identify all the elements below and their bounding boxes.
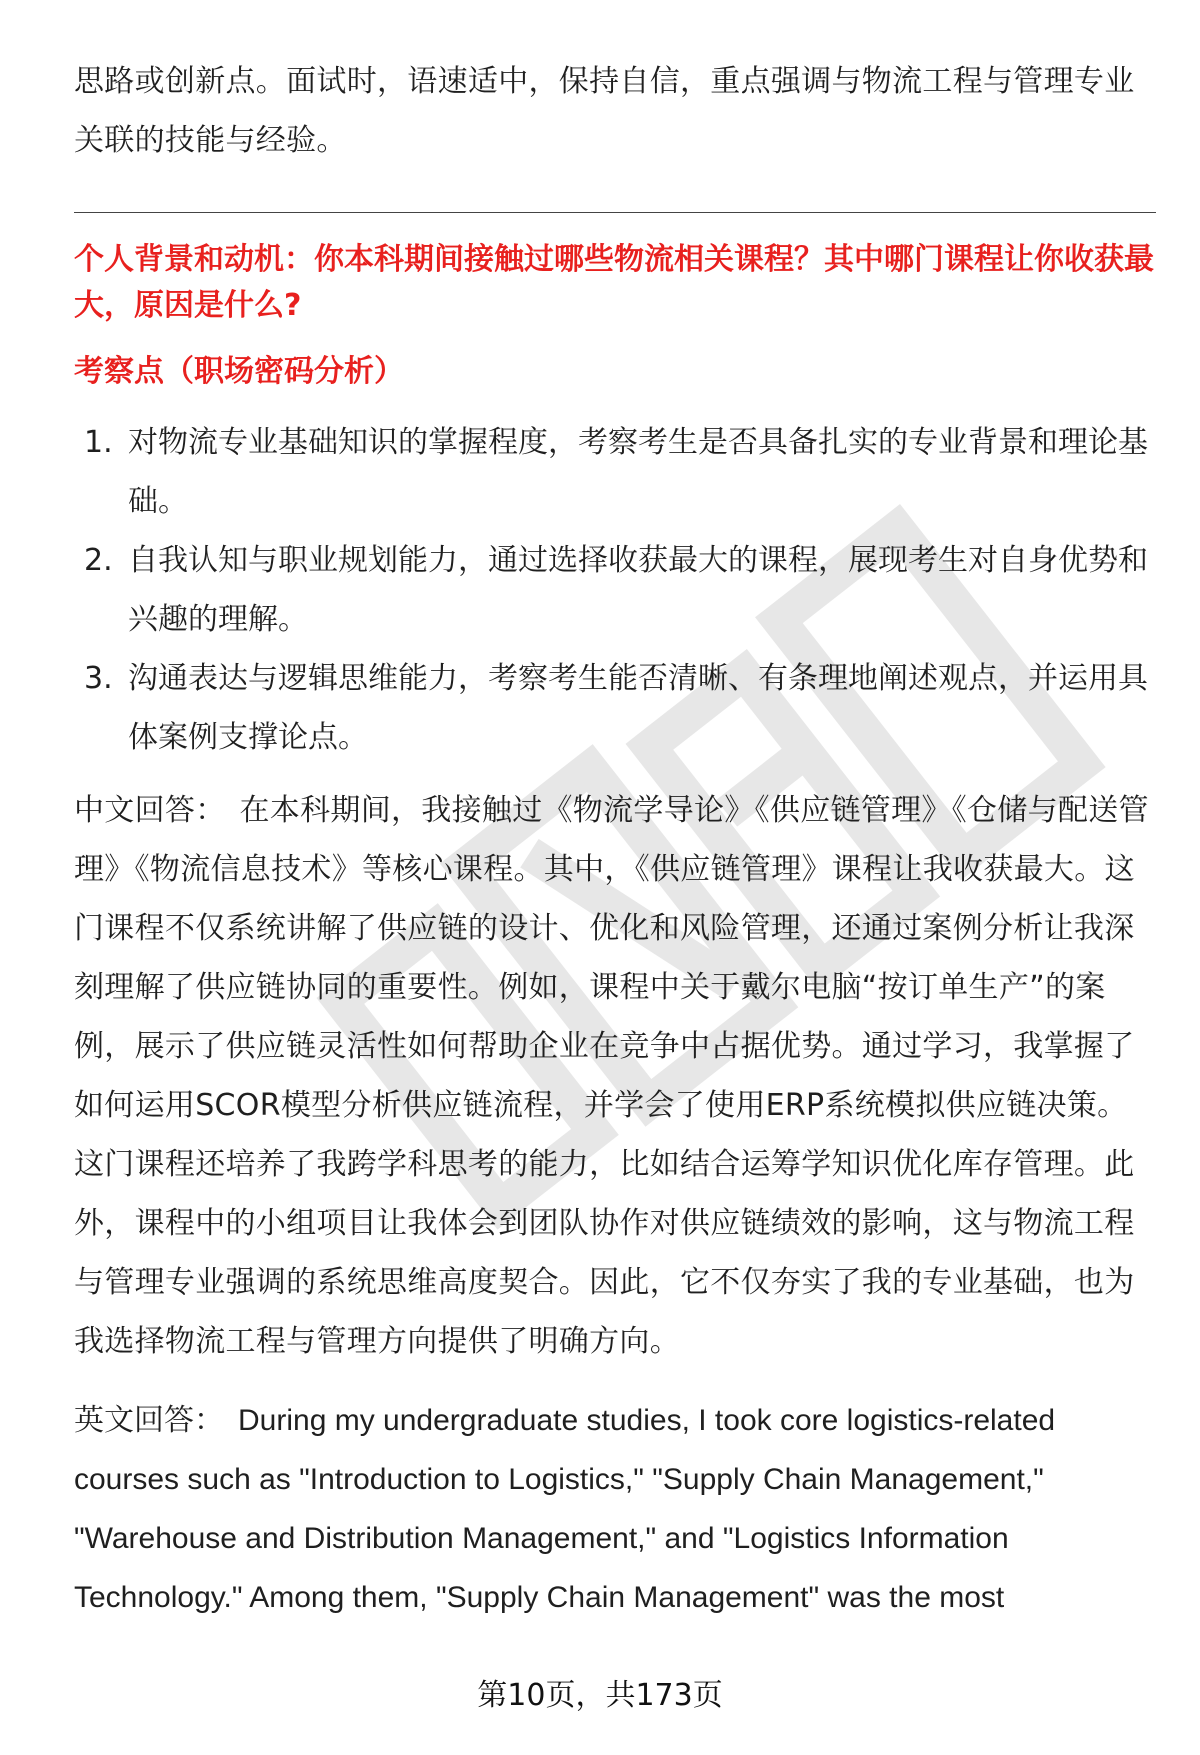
english-answer-label: 英文回答：	[74, 1404, 224, 1437]
exam-point-number: 2.	[84, 543, 113, 578]
question-heading: 个人背景和动机：你本科期间接触过哪些物流相关课程？其中哪门课程让你收获最大，原因是什么?	[74, 242, 1154, 323]
exam-point-text: 沟通表达与逻辑思维能力，考察考生能否清晰、有条理地阐述观点，并运用具体案例支撑论点。	[128, 661, 1148, 755]
exam-point-text: 自我认知与职业规划能力，通过选择收获最大的课程，展现考生对自身优势和兴趣的理解。	[128, 543, 1148, 637]
exam-points-heading: 考察点（职场密码分析）	[74, 354, 404, 389]
exam-point-number: 3.	[84, 661, 113, 696]
section-divider	[74, 212, 1156, 213]
exam-point-item	[74, 531, 1154, 649]
page-footer: 第10页，共173页	[477, 1678, 723, 1713]
exam-point-item	[74, 413, 1154, 531]
chinese-answer	[74, 781, 1154, 1371]
english-answer	[74, 1391, 1154, 1627]
exam-point-text: 对物流专业基础知识的掌握程度，考察考生是否具备扎实的专业背景和理论基础。	[128, 425, 1148, 519]
page-content	[74, 52, 1154, 1657]
chinese-answer-text: 在本科期间，我接触过《物流学导论》《供应链管理》《仓储与配送管理》《物流信息技术》等核心课程。其中，《供应链管理》课程让我收获最大。这门课程不仅系统讲解了供应链的设计、优化和风险管理，还通过案例分析让我深刻理解了供应链协同的重要性。例如，课程中关于戴尔电脑“按订单生产”的案例，展示了供应链灵活性如何帮助企业在竞争中占据优势。通过学习，我掌握了如何运用SCOR模型分析供应链流程，并学会了使用ERP系统模拟供应链决策。这门课程还培养了我跨学科思考的能力，比如结合运筹学知识优化库存管理。此外，课程中的小组项目让我体会到团队协作对供应链绩效的影响，这与物流工程与管理专业强调的系统思维高度契合。因此，它不仅夯实了我的专业基础，也为我选择物流工程与管理方向提供了明确方向。	[74, 793, 1149, 1359]
chinese-answer-label: 中文回答：	[74, 793, 226, 828]
exam-point-item	[74, 649, 1154, 767]
intro-paragraph: 思路或创新点。面试时，语速适中，保持自信，重点强调与物流工程与管理专业关联的技能与经验。	[74, 64, 1135, 158]
english-answer-text: During my undergraduate studies, I took core logistics-related courses such as "Introduction to Logistics," "Supply Chain Management," "Warehouse and Distribution Management," and "Logistics Information Technology." Among them, "Supply Chain Management" was the most	[74, 1404, 1056, 1614]
exam-point-number: 1.	[84, 425, 113, 460]
exam-points-list	[74, 413, 1154, 767]
